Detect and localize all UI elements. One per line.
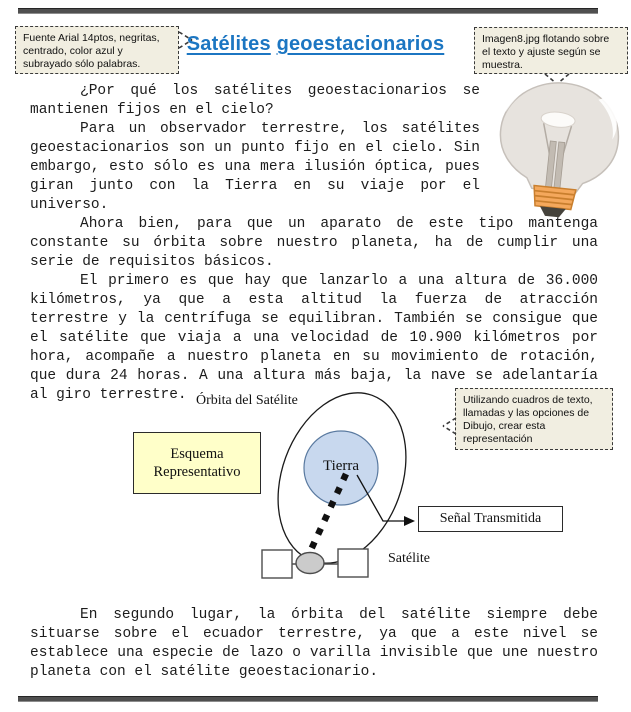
- satellite-diagram: [0, 388, 631, 600]
- paragraph-2: Para un observador terrestre, los satélites geoestacionarios son un punto fijo en el cielo. Sin embargo, esto sólo es una mera ilusión óptica, pues giran junto con la Tierra en su viaje por el universo.: [30, 121, 480, 213]
- top-rule: [18, 8, 598, 14]
- closing-text: [30, 606, 598, 682]
- page-title: Satélites geoestacionarios: [186, 33, 445, 55]
- paragraph-3: Ahora bien, para que un aparato de este tipo mantenga constante su órbita sobre nuestro planeta, ha de cumplir una serie de requisitos básicos.: [30, 216, 598, 270]
- orbit-label: Órbita del Satélite: [196, 393, 298, 408]
- callout-image-note-text: Imagen8.jpg flotando sobre el texto y ajuste según se muestra.: [482, 33, 610, 71]
- paragraph-1: ¿Por qué los satélites geoestacionarios se mantienen fijos en el cielo?: [30, 83, 480, 118]
- signal-box-label: Señal Transmitida: [439, 511, 542, 526]
- bottom-rule: [18, 696, 598, 702]
- earth-label: Tierra: [322, 458, 360, 474]
- callout-tail-left-icon: [440, 416, 458, 436]
- callout-image-note: [474, 27, 628, 74]
- callout-diagram-note-text: Utilizando cuadros de texto, llamadas y las opciones de Dibujo, crear esta representación: [463, 394, 593, 445]
- scheme-box-label: Esquema Representativo: [153, 446, 241, 480]
- body-text: [30, 82, 598, 405]
- lightbulb-float-spacer: [480, 82, 598, 214]
- signal-box: [418, 506, 563, 532]
- satellite-label: Satélite: [388, 551, 430, 566]
- signal-arrowhead-icon: [404, 516, 415, 526]
- paragraph-4: El primero es que hay que lanzarlo a una altura de 36.000 kilómetros, ya que a esta altitud la fuerza de atracción terrestre y la centrífuga se equilibran. También se consigue que el satélite que viaja a una velocidad de 10.900 kilómetros por hora, acompañe a nuestro planeta en su movimiento de rotación, que dura 24 horas. A una altura más baja, la nave se adelantaría al giro terrestre.: [30, 273, 598, 403]
- satellite-shape: [262, 549, 368, 578]
- callout-font-note-text: Fuente Arial 14ptos, negritas, centrado, color azul y subrayado sólo palabras.: [23, 32, 160, 70]
- callout-diagram-note: [455, 388, 613, 450]
- scheme-box: [133, 432, 261, 494]
- paragraph-5: En segundo lugar, la órbita del satélite siempre debe situarse sobre el ecuador terrestre, ya que a este nivel se establece una especie de lazo o varilla invisible que une nuestro planeta con el satélite geoestacionario.: [30, 607, 598, 680]
